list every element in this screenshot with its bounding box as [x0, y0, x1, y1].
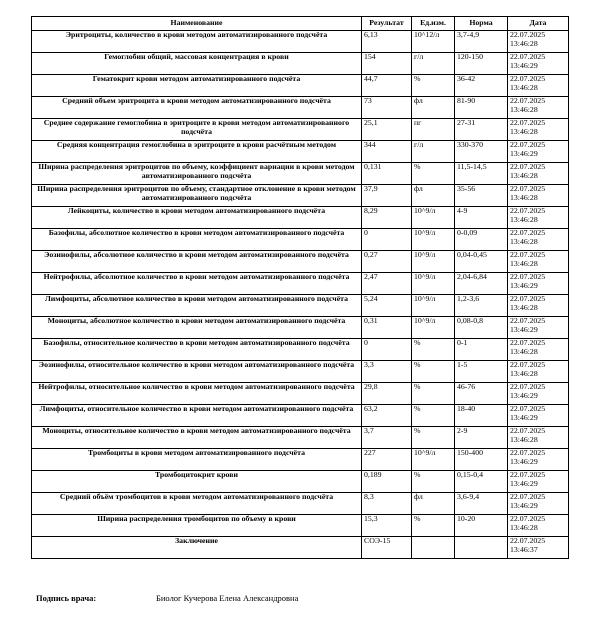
cell-unit: фл	[412, 97, 455, 119]
table-row	[32, 471, 569, 493]
cell-unit: %	[412, 361, 455, 383]
cell-date-day: 22.07.2025	[510, 228, 546, 237]
cell-norm: 0,08-0,8	[455, 317, 508, 339]
cell-name: Эозинофилы, абсолютное количество в крови методом автоматизированного подсчёта	[32, 251, 362, 273]
cell-date	[508, 119, 569, 141]
cell-result: 44,7	[362, 75, 412, 97]
cell-date-day: 22.07.2025	[510, 96, 546, 105]
cell-norm	[455, 537, 508, 559]
cell-date	[508, 493, 569, 515]
cell-unit: 10^9/л	[412, 251, 455, 273]
table-row	[32, 361, 569, 383]
table-row	[32, 449, 569, 471]
cell-date-time: 13:46:28	[510, 302, 538, 312]
cell-norm: 2,04-6,84	[455, 273, 508, 295]
cell-unit: г/л	[412, 53, 455, 75]
table-row	[32, 141, 569, 163]
cell-result: 344	[362, 141, 412, 163]
cell-norm: 18-40	[455, 405, 508, 427]
cell-norm: 150-400	[455, 449, 508, 471]
header-name: Наименование	[32, 17, 362, 31]
cell-norm: 0-1	[455, 339, 508, 361]
table-row	[32, 295, 569, 317]
cell-result: 0,31	[362, 317, 412, 339]
cell-name: Ширина распределения тромбоцитов по объему в крови	[32, 515, 362, 537]
cell-unit: %	[412, 339, 455, 361]
cell-date-day: 22.07.2025	[510, 162, 546, 171]
cell-norm: 81-90	[455, 97, 508, 119]
cell-name: Заключение	[32, 537, 362, 559]
cell-result: 8,29	[362, 207, 412, 229]
cell-date-day: 22.07.2025	[510, 52, 546, 61]
cell-date	[508, 207, 569, 229]
cell-date-day: 22.07.2025	[510, 382, 546, 391]
cell-result: 227	[362, 449, 412, 471]
table-header-row	[32, 17, 569, 31]
cell-unit: %	[412, 427, 455, 449]
cell-date-time: 13:46:29	[510, 500, 538, 510]
cell-date	[508, 273, 569, 295]
cell-unit: пг	[412, 119, 455, 141]
cell-name: Ширина распределения эритроцитов по объему, стандартное отклонение в крови методом автоматизированного подсчёта	[32, 185, 362, 207]
cell-norm: 0,04-0,45	[455, 251, 508, 273]
cell-name: Лейкоциты, количество в крови методом автоматизированного подсчёта	[32, 207, 362, 229]
cell-result: 3,3	[362, 361, 412, 383]
cell-norm: 10-20	[455, 515, 508, 537]
cell-result: СОЭ-15	[362, 537, 412, 559]
cell-result: 154	[362, 53, 412, 75]
cell-name: Гематокрит крови методом автоматизированного подсчёта	[32, 75, 362, 97]
cell-date-time: 13:46:28	[510, 236, 538, 246]
cell-date-day: 22.07.2025	[510, 184, 546, 193]
cell-name: Нейтрофилы, относительное количество в крови методом автоматизированного подсчёта	[32, 383, 362, 405]
table-row	[32, 163, 569, 185]
cell-result: 8,3	[362, 493, 412, 515]
signature-name: Биолог Кучерова Елена Александровна	[156, 593, 299, 603]
cell-date-day: 22.07.2025	[510, 470, 546, 479]
cell-date-time: 13:46:29	[510, 324, 538, 334]
table-row	[32, 317, 569, 339]
cell-name: Нейтрофилы, абсолютное количество в крови методом автоматизированного подсчёта	[32, 273, 362, 295]
cell-unit: %	[412, 471, 455, 493]
cell-unit: г/л	[412, 141, 455, 163]
cell-result: 6,13	[362, 31, 412, 53]
cell-date-day: 22.07.2025	[510, 294, 546, 303]
cell-date-day: 22.07.2025	[510, 206, 546, 215]
cell-name: Лимфоциты, относительное количество в крови методом автоматизированного подсчёта	[32, 405, 362, 427]
cell-norm: 35-56	[455, 185, 508, 207]
cell-date-time: 13:46:28	[510, 346, 538, 356]
cell-date-time: 13:46:29	[510, 478, 538, 488]
cell-date-day: 22.07.2025	[510, 492, 546, 501]
cell-result: 5,24	[362, 295, 412, 317]
cell-result: 0	[362, 229, 412, 251]
cell-unit: 10^9/л	[412, 207, 455, 229]
cell-name: Базофилы, относительное количество в крови методом автоматизированного подсчёта	[32, 339, 362, 361]
cell-norm: 3,7-4,9	[455, 31, 508, 53]
cell-date	[508, 295, 569, 317]
cell-date	[508, 383, 569, 405]
table-row	[32, 251, 569, 273]
cell-date	[508, 53, 569, 75]
cell-date-day: 22.07.2025	[510, 250, 546, 259]
cell-date-time: 13:46:28	[510, 214, 538, 224]
table-body	[32, 31, 569, 559]
cell-unit: %	[412, 75, 455, 97]
cell-date	[508, 317, 569, 339]
table-row	[32, 405, 569, 427]
cell-date-time: 13:46:28	[510, 38, 538, 48]
table-row	[32, 75, 569, 97]
cell-norm: 36-42	[455, 75, 508, 97]
cell-date-time: 13:46:29	[510, 60, 538, 70]
table-row	[32, 537, 569, 559]
cell-norm: 1,2-3,6	[455, 295, 508, 317]
cell-date-day: 22.07.2025	[510, 316, 546, 325]
table-row	[32, 493, 569, 515]
cell-name: Моноциты, абсолютное количество в крови методом автоматизированного подсчёта	[32, 317, 362, 339]
cell-unit: %	[412, 405, 455, 427]
table-row	[32, 273, 569, 295]
table-row	[32, 53, 569, 75]
cell-unit: 10^9/л	[412, 295, 455, 317]
cell-name: Средний объём тромбоцитов в крови методом автоматизированного подсчёта	[32, 493, 362, 515]
cell-date-time: 13:46:37	[510, 544, 538, 554]
cell-date-time: 13:46:28	[510, 104, 538, 114]
cell-name: Лимфоциты, абсолютное количество в крови методом автоматизированного подсчёта	[32, 295, 362, 317]
cell-date	[508, 75, 569, 97]
cell-date	[508, 449, 569, 471]
cell-date	[508, 97, 569, 119]
cell-date	[508, 405, 569, 427]
table-row	[32, 427, 569, 449]
cell-unit: %	[412, 383, 455, 405]
cell-date-time: 13:46:29	[510, 390, 538, 400]
cell-result: 25,1	[362, 119, 412, 141]
cell-date	[508, 185, 569, 207]
cell-result: 0	[362, 339, 412, 361]
cell-result: 2,47	[362, 273, 412, 295]
cell-date-day: 22.07.2025	[510, 360, 546, 369]
cell-unit: 10^9/л	[412, 273, 455, 295]
cell-norm: 4-9	[455, 207, 508, 229]
table-row	[32, 119, 569, 141]
cell-unit: 10^12/л	[412, 31, 455, 53]
cell-result: 37,9	[362, 185, 412, 207]
cell-date	[508, 339, 569, 361]
cell-name: Средняя концентрация гемоглобина в эритроците в крови расчётным методом	[32, 141, 362, 163]
cell-date-day: 22.07.2025	[510, 118, 546, 127]
cell-date	[508, 251, 569, 273]
cell-result: 73	[362, 97, 412, 119]
cell-unit: %	[412, 515, 455, 537]
cell-name: Базофилы, абсолютное количество в крови методом автоматизированного подсчёта	[32, 229, 362, 251]
cell-result: 0,27	[362, 251, 412, 273]
cell-norm: 2-9	[455, 427, 508, 449]
table-row	[32, 185, 569, 207]
cell-date-time: 13:46:28	[510, 368, 538, 378]
cell-date-day: 22.07.2025	[510, 74, 546, 83]
cell-unit	[412, 537, 455, 559]
header-date: Дата	[508, 17, 569, 31]
cell-date	[508, 141, 569, 163]
cell-date-time: 13:46:28	[510, 434, 538, 444]
cell-norm: 11,5-14,5	[455, 163, 508, 185]
cell-date-time: 13:46:29	[510, 412, 538, 422]
cell-name: Тромбоцитокрит крови	[32, 471, 362, 493]
cell-date	[508, 471, 569, 493]
cell-result: 63,2	[362, 405, 412, 427]
table-row	[32, 97, 569, 119]
header-norm: Норма	[455, 17, 508, 31]
header-unit: Ед.изм.	[412, 17, 455, 31]
cell-date	[508, 361, 569, 383]
table-row	[32, 207, 569, 229]
table-row	[32, 229, 569, 251]
cell-norm: 0-0,09	[455, 229, 508, 251]
signature-label: Подпись врача:	[36, 593, 97, 603]
cell-name: Эритроциты, количество в крови методом автоматизированного подсчёта	[32, 31, 362, 53]
cell-unit: 10^9/л	[412, 449, 455, 471]
cell-norm: 0,15-0,4	[455, 471, 508, 493]
cell-date	[508, 537, 569, 559]
cell-date-time: 13:46:28	[510, 170, 538, 180]
cell-name: Средний объем эритроцита в крови методом автоматизированного подсчёта	[32, 97, 362, 119]
cell-date-time: 13:46:29	[510, 148, 538, 158]
table-row	[32, 31, 569, 53]
cell-unit: 10^9/л	[412, 229, 455, 251]
cell-norm: 46-76	[455, 383, 508, 405]
cell-norm: 27-31	[455, 119, 508, 141]
cell-name: Ширина распределения эритроцитов по объему, коэффициент вариации в крови методом автоматизированного подсчёта	[32, 163, 362, 185]
cell-date-day: 22.07.2025	[510, 272, 546, 281]
cell-name: Эозинофилы, относительное количество в крови методом автоматизированного подсчёта	[32, 361, 362, 383]
results-table	[31, 16, 569, 559]
cell-date	[508, 163, 569, 185]
cell-norm: 120-150	[455, 53, 508, 75]
cell-name: Гемоглобин общий, массовая концентрация в крови	[32, 53, 362, 75]
cell-date-time: 13:46:29	[510, 280, 538, 290]
cell-unit: %	[412, 163, 455, 185]
cell-result: 15,3	[362, 515, 412, 537]
cell-unit: фл	[412, 185, 455, 207]
cell-name: Среднее содержание гемоглобина в эритроците в крови методом автоматизированного подсчёта	[32, 119, 362, 141]
cell-norm: 1-5	[455, 361, 508, 383]
cell-date	[508, 31, 569, 53]
cell-date-time: 13:46:28	[510, 82, 538, 92]
cell-date-time: 13:46:28	[510, 192, 538, 202]
table-row	[32, 339, 569, 361]
cell-result: 29,8	[362, 383, 412, 405]
cell-date	[508, 229, 569, 251]
cell-norm: 3,6-9,4	[455, 493, 508, 515]
cell-date-time: 13:46:28	[510, 522, 538, 532]
cell-date-day: 22.07.2025	[510, 140, 546, 149]
cell-date-day: 22.07.2025	[510, 536, 546, 545]
cell-unit: 10^9/л	[412, 317, 455, 339]
cell-name: Моноциты, относительное количество в крови методом автоматизированного подсчёта	[32, 427, 362, 449]
cell-result: 3,7	[362, 427, 412, 449]
cell-date-time: 13:46:29	[510, 456, 538, 466]
cell-date-day: 22.07.2025	[510, 426, 546, 435]
header-result: Результат	[362, 17, 412, 31]
table-row	[32, 383, 569, 405]
table-row	[32, 515, 569, 537]
cell-date-day: 22.07.2025	[510, 448, 546, 457]
cell-date	[508, 515, 569, 537]
cell-result: 0,189	[362, 471, 412, 493]
cell-date-time: 13:46:28	[510, 258, 538, 268]
cell-unit: фл	[412, 493, 455, 515]
cell-date-day: 22.07.2025	[510, 514, 546, 523]
cell-date-day: 22.07.2025	[510, 338, 546, 347]
cell-norm: 330-370	[455, 141, 508, 163]
cell-name: Тромбоциты в крови методом автоматизированного подсчёта	[32, 449, 362, 471]
cell-date-time: 13:46:28	[510, 126, 538, 136]
cell-result: 0,131	[362, 163, 412, 185]
cell-date	[508, 427, 569, 449]
cell-date-day: 22.07.2025	[510, 30, 546, 39]
cell-date-day: 22.07.2025	[510, 404, 546, 413]
